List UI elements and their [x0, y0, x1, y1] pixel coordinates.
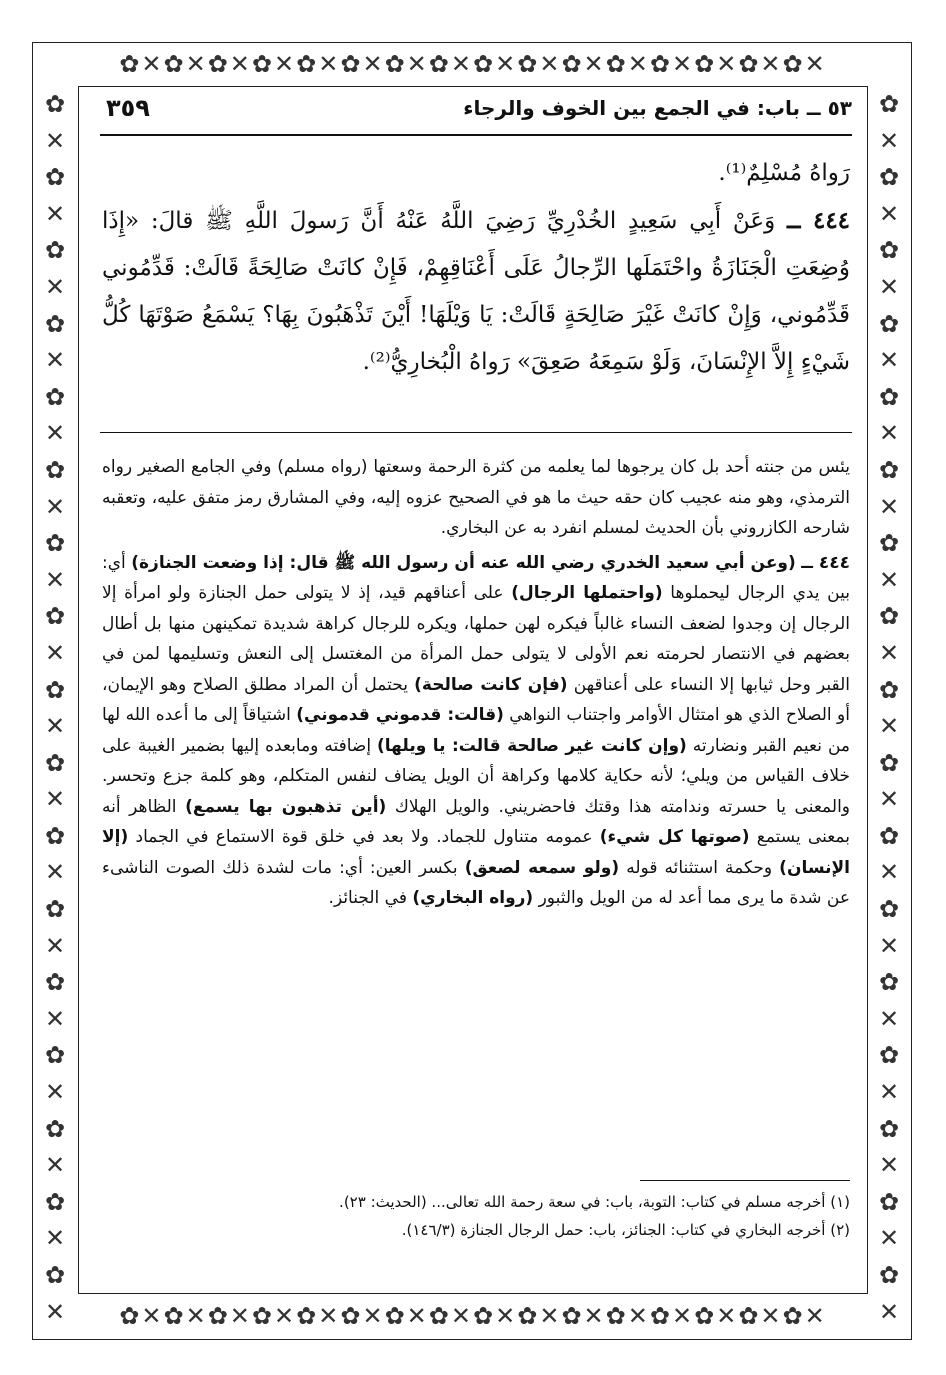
commentary-paragraph-2: [102, 548, 850, 914]
commentary-block: [102, 452, 850, 914]
quoted-phrase: (رواه البخاري): [412, 888, 534, 908]
footnote-2: (٢) أخرجه البخاري في كتاب: الجنائز، باب: حمل الرجال الجنازة (١٤٦/٣).: [401, 1221, 850, 1239]
explanation-text: في الجنائز.: [328, 888, 413, 908]
explanation-text: وحكمة استثنائه قوله: [619, 857, 780, 878]
quoted-phrase: (صوتها كل شيء): [599, 827, 750, 847]
ornament-border-left: ✿✕✿✕✿✕✿✕✿✕✿✕✿✕✿✕✿✕✿✕✿✕✿✕✿✕✿✕✿✕✿✕✿✕: [44, 90, 68, 1326]
quoted-phrase: (وإن كانت غير صالحة قالت: يا ويلها): [377, 735, 687, 756]
section-rule: [100, 432, 852, 433]
explanation-text: عمومه متناول للجماد. ولا بعد في خلق قوة الاستماع في الجماد: [128, 827, 600, 847]
explanation-text: على أعناقهم قيد، إذ لا يتولى حمل الجنازة ولو امرأة إلا الرجال إن وجدوا لضعف النساء غالباً فيكره لهن حملها، ويكره للرجال كراهة شديدة تمكينهن منها بل أطال بعضهم في الانتصار لحرمته نعم الأولى لا يتولى حمل المرأة من المغتسل إلى النعش وتسليمها لمن في القبر وحل ثيابها إلا النساء على أعناقهن: [102, 583, 851, 695]
quoted-phrase: (واحتملها الرجال): [511, 583, 663, 603]
footnote-rule: [640, 1180, 850, 1181]
explanation-text: أي: بين يدي الرجال ليحملوها: [102, 552, 850, 603]
hadith-number: ٤٤٤ ــ: [787, 207, 851, 234]
quoted-phrase: (فإن كانت صالحة): [414, 674, 568, 695]
chapter-title: ٥٣ ــ باب: في الجمع بين الخوف والرجاء: [463, 96, 852, 120]
commentary-paragraph-1: يئس من جنته أحد بل كان يرجوها لما يعلمه من كثرة الرحمة وسعتها (رواه مسلم) وفي الجامع الصغير رواه الترمذي، وهو منه عجيب كان حقه حيث ما هو في الصحيح عزوه إليه، وفي المشارق رمز متفق عليه، وتعقبه شارحه الكازروني بأن الحديث لمسلم انفرد به عن البخاري.: [102, 457, 850, 538]
footnote-1: (١) أخرجه مسلم في كتاب: التوبة، باب: في سعة رحمة الله تعالى... (الحديث: ٢٣).: [339, 1193, 850, 1211]
explanation-text: اشتياقاً إلى ما أعده الله لها من نعيم القبر ونضارته: [102, 705, 850, 756]
hadith-444: [102, 197, 850, 386]
header-rule: [100, 134, 852, 136]
explanation-text: الظاهر أنه بمعنى يستمع: [102, 796, 850, 847]
explanation-text: بكسر العين: أي: مات لشدة ذلك الصوت الناشىء عن شدة ما يرى مما أعد له من الويل والثبور: [102, 857, 850, 908]
explanation-text: يحتمل أن المراد مطلق الصلاح وهو الإيمان، أو الصلاح الذي هو امتثال الأوامر واجتناب النواهي: [102, 674, 850, 725]
footnotes: [102, 1188, 850, 1244]
previous-hadith-attribution: رَواهُ مُسْلِمٌ⁽¹⁾.: [718, 160, 850, 186]
quoted-phrase: (أين تذهبون بها يسمع): [185, 796, 387, 817]
ornament-border-top: ✿✕✿✕✿✕✿✕✿✕✿✕✿✕✿✕✿✕✿✕✿✕✿✕✿✕✿✕✿✕✿✕: [119, 50, 827, 78]
explanation-text: إضافته ومابعده إليها بضمير الغيبة على خلاف القياس من ويلي؛ لأنه حكاية كلامها وكراهة أن الويل يضاف لنفس المتكلم، وهو كلمة جزع وتحسر. والمعنى يا حسرته وندامته هذا وقتك فاحضريني. والويل الهلاك: [102, 735, 850, 817]
page-header: [100, 96, 852, 136]
quoted-phrase: (إلا الإنسان): [102, 827, 851, 878]
hadith-body: وَعَنْ أَبِي سَعِيدٍ الخُدْرِيِّ رَضِيَ اللَّهُ عَنْهُ أَنَّ رَسولَ اللَّهِ ﷺ قالَ: «إِذَا وُضِعَتِ الْجَنَازَةُ واحْتَمَلَها الرِّجالُ عَلَى أَعْنَاقِهِمْ، فَإِنْ كانَتْ صَالِحَةً قَالَتْ: قَدِّمُوني قَدِّمُوني، وَإِنْ كانَتْ غَيْرَ صَالِحَةٍ قَالَتْ: يَا وَيْلَهَا! أَيْنَ تَذْهَبُونَ بِهَا؟ يَسْمَعُ صَوْتَهَا كُلُّ شَيْءٍ إِلاَّ الإِنْسَانَ، وَلَوْ سَمِعَهُ صَعِقَ» رَواهُ الْبُخارِيُّ⁽²⁾.: [102, 208, 850, 375]
page-number: ٣٥٩: [106, 94, 150, 122]
quoted-phrase: (ولو سمعه لصعق): [464, 857, 620, 878]
quoted-phrase: (وعن أبي سعيد الخدري رضي الله عنه أن رسول الله ﷺ قال: إذا وضعت الجنازة): [131, 552, 796, 573]
quoted-phrase: (قالت: قدموني قدموني): [296, 705, 504, 725]
ornament-border-right: ✿✕✿✕✿✕✿✕✿✕✿✕✿✕✿✕✿✕✿✕✿✕✿✕✿✕✿✕✿✕✿✕✿✕: [878, 90, 902, 1326]
commentary-hadith-number: ٤٤٤ ــ: [801, 552, 851, 573]
ornament-border-bottom: ✿✕✿✕✿✕✿✕✿✕✿✕✿✕✿✕✿✕✿✕✿✕✿✕✿✕✿✕✿✕✿✕: [119, 1302, 827, 1330]
hadith-text-block: [102, 150, 850, 386]
